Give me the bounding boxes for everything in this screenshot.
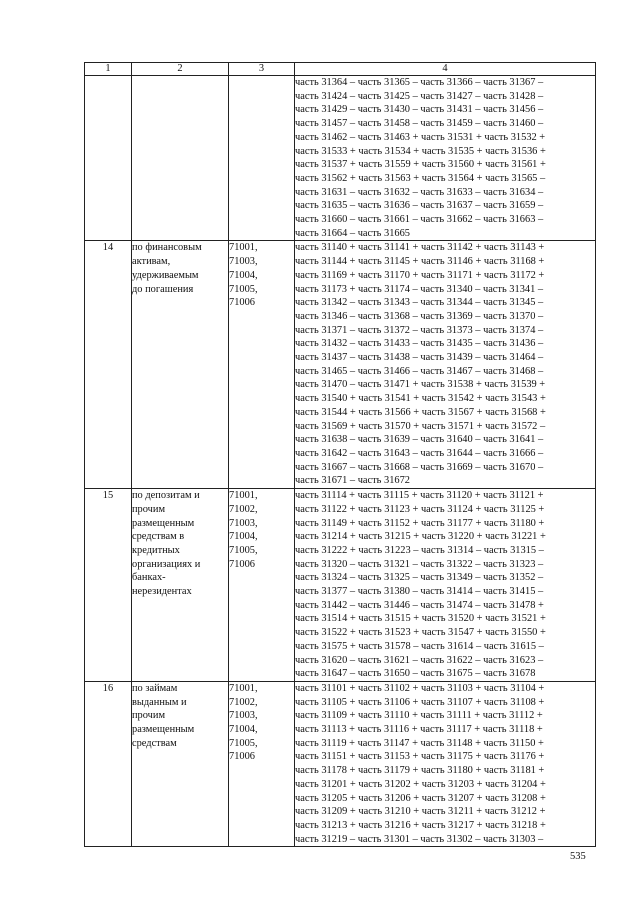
- calculation-formula-line: часть 31151 + часть 31153 + часть 31175 + часть 31176 +: [295, 751, 545, 763]
- indicator-name: [132, 681, 229, 846]
- calculation-formula-line: часть 31514 + часть 31515 + часть 31520 + часть 31521 +: [295, 613, 546, 625]
- calculation-formula-line: часть 31631 – часть 31632 – часть 31633 – часть 31634 –: [295, 186, 544, 198]
- table-row: [85, 681, 596, 846]
- symbol-codes-line: 71004,: [229, 724, 258, 736]
- row-number: 15: [85, 489, 132, 682]
- table-row: [85, 241, 596, 489]
- calculation-formula-line: часть 31664 – часть 31665: [295, 227, 410, 239]
- calculation-formula-line: часть 31470 – часть 31471 + часть 31538 + часть 31539 +: [295, 379, 546, 391]
- calculation-formula-line: часть 31671 – часть 31672: [295, 475, 410, 487]
- calculation-formula: [295, 489, 596, 682]
- symbol-codes-line: 71005,: [229, 283, 258, 295]
- symbol-codes: [229, 76, 295, 241]
- calculation-formula-line: часть 31222 + часть 31223 – часть 31314 – часть 31315 –: [295, 544, 544, 556]
- calculation-formula-line: часть 31620 – часть 31621 – часть 31622 – часть 31623 –: [295, 654, 544, 666]
- symbol-codes: [229, 489, 295, 682]
- indicator-name-line: выданным и: [132, 696, 187, 708]
- calculation-formula: [295, 241, 596, 489]
- calculation-formula-line: часть 31342 – часть 31343 – часть 31344 – часть 31345 –: [295, 297, 544, 309]
- indicator-name-line: организациях и: [132, 558, 201, 570]
- calculation-formula-line: часть 31209 + часть 31210 + часть 31211 + часть 31212 +: [295, 806, 546, 818]
- calculation-formula-line: часть 31533 + часть 31534 + часть 31535 + часть 31536 +: [295, 145, 546, 157]
- symbol-codes-line: 71005,: [229, 737, 258, 749]
- symbol-codes-line: 71004,: [229, 531, 258, 543]
- table-body: [85, 76, 596, 847]
- symbol-codes-line: 71005,: [229, 544, 258, 556]
- indicator-name-line: по депозитам и: [132, 490, 200, 502]
- calculation-formula-line: часть 31562 + часть 31563 + часть 31564 + часть 31565 –: [295, 172, 546, 184]
- indicator-name-line: прочим: [132, 710, 166, 722]
- row-number: 16: [85, 681, 132, 846]
- calculation-formula-line: часть 31122 + часть 31123 + часть 31124 + часть 31125 +: [295, 503, 545, 515]
- calculation-formula-line: часть 31442 – часть 31446 – часть 31474 – часть 31478 +: [295, 599, 544, 611]
- row-number: 14: [85, 241, 132, 489]
- calculation-formula-line: часть 31544 + часть 31566 + часть 31567 + часть 31568 +: [295, 406, 546, 418]
- calculation-formula-line: часть 31377 – часть 31380 – часть 31414 – часть 31415 –: [295, 586, 544, 598]
- calculation-formula-line: часть 31647 – часть 31650 – часть 31675 – часть 31678: [295, 668, 536, 680]
- calculation-formula-line: часть 31465 – часть 31466 – часть 31467 – часть 31468 –: [295, 365, 544, 377]
- calculation-formula-line: часть 31667 – часть 31668 – часть 31669 – часть 31670 –: [295, 461, 544, 473]
- table-row: [85, 489, 596, 682]
- indicator-name: [132, 241, 229, 489]
- calculation-formula-line: часть 31429 – часть 31430 – часть 31431 – часть 31456 –: [295, 104, 544, 116]
- indicator-name-line: по займам: [132, 682, 178, 694]
- calculation-formula-line: часть 31214 + часть 31215 + часть 31220 + часть 31221 +: [295, 531, 546, 543]
- row-number: [85, 76, 132, 241]
- calculation-formula-line: часть 31219 – часть 31301 – часть 31302 – часть 31303 –: [295, 833, 544, 845]
- symbol-codes-line: 71001,: [229, 490, 258, 502]
- calculation-formula-line: часть 31569 + часть 31570 + часть 31571 + часть 31572 –: [295, 420, 546, 432]
- calculation-formula-line: часть 31638 – часть 31639 – часть 31640 – часть 31641 –: [295, 434, 544, 446]
- indicator-name-line: активам,: [132, 256, 171, 268]
- indicator-name-line: по финансовым: [132, 242, 202, 254]
- symbol-codes: [229, 681, 295, 846]
- header-col-1: 1: [85, 63, 132, 76]
- symbol-codes: [229, 241, 295, 489]
- calculation-formula-line: часть 31109 + часть 31110 + часть 31111 + часть 31112 +: [295, 710, 543, 722]
- calculation-formula: [295, 76, 596, 241]
- indicator-name: [132, 76, 229, 241]
- calculation-formula-line: часть 31169 + часть 31170 + часть 31171 + часть 31172 +: [295, 269, 545, 281]
- calculation-formula-line: часть 31119 + часть 31147 + часть 31148 + часть 31150 +: [295, 737, 544, 749]
- calculation-formula-line: часть 31432 – часть 31433 – часть 31435 – часть 31436 –: [295, 338, 544, 350]
- calculation-formula-line: часть 31105 + часть 31106 + часть 31107 + часть 31108 +: [295, 696, 545, 708]
- calculation-formula-line: часть 31178 + часть 31179 + часть 31180 + часть 31181 +: [295, 765, 545, 777]
- indicator-name-line: прочим: [132, 503, 166, 515]
- calculation-formula: [295, 681, 596, 846]
- symbol-codes-line: 71003,: [229, 710, 258, 722]
- calculation-formula-line: часть 31346 – часть 31368 – часть 31369 – часть 31370 –: [295, 310, 544, 322]
- calculation-formula-line: часть 31462 – часть 31463 + часть 31531 + часть 31532 +: [295, 131, 546, 143]
- header-col-2: 2: [132, 63, 229, 76]
- symbol-codes-line: 71002,: [229, 503, 258, 515]
- indicator-name-line: удерживаемым: [132, 269, 199, 281]
- calculation-formula-line: часть 31522 + часть 31523 + часть 31547 + часть 31550 +: [295, 627, 546, 639]
- header-col-4: 4: [295, 63, 596, 76]
- page-number: 535: [570, 851, 586, 862]
- indicator-name-line: размещенным: [132, 517, 195, 529]
- calculation-formula-line: часть 31144 + часть 31145 + часть 31146 + часть 31168 +: [295, 256, 545, 268]
- symbol-codes-line: 71001,: [229, 242, 258, 254]
- calculation-formula-line: часть 31371 – часть 31372 – часть 31373 – часть 31374 –: [295, 324, 544, 336]
- calculation-formula-line: часть 31575 + часть 31578 – часть 31614 – часть 31615 –: [295, 640, 544, 652]
- calculation-formula-line: часть 31364 – часть 31365 – часть 31366 – часть 31367 –: [295, 77, 544, 88]
- calculation-formula-line: часть 31213 + часть 31216 + часть 31217 + часть 31218 +: [295, 819, 546, 831]
- symbol-codes-line: 71006: [229, 558, 255, 570]
- symbol-codes-line: 71006: [229, 297, 255, 309]
- indicator-name-line: средствам в: [132, 531, 185, 543]
- calculation-formula-line: часть 31424 – часть 31425 – часть 31427 – часть 31428 –: [295, 90, 544, 102]
- indicator-name-line: до погашения: [132, 283, 194, 295]
- calculation-formula-line: часть 31113 + часть 31116 + часть 31117 + часть 31118 +: [295, 724, 543, 736]
- table-row: [85, 76, 596, 241]
- calculation-formula-line: часть 31642 – часть 31643 – часть 31644 – часть 31666 –: [295, 447, 544, 459]
- calculation-formula-line: часть 31101 + часть 31102 + часть 31103 + часть 31104 +: [295, 682, 545, 694]
- calculation-formula-line: часть 31660 – часть 31661 – часть 31662 – часть 31663 –: [295, 214, 544, 226]
- symbol-codes-line: 71003,: [229, 517, 258, 529]
- calculation-formula-line: часть 31149 + часть 31152 + часть 31177 + часть 31180 +: [295, 517, 545, 529]
- document-table: [84, 62, 596, 847]
- indicator-name-line: банках-: [132, 572, 166, 584]
- symbol-codes-line: 71006: [229, 751, 255, 763]
- symbol-codes-line: 71004,: [229, 269, 258, 281]
- calculation-formula-line: часть 31324 – часть 31325 – часть 31349 – часть 31352 –: [295, 572, 544, 584]
- indicator-name-line: средствам: [132, 737, 177, 749]
- calculation-formula-line: часть 31201 + часть 31202 + часть 31203 + часть 31204 +: [295, 778, 546, 790]
- indicator-name: [132, 489, 229, 682]
- calculation-formula-line: часть 31140 + часть 31141 + часть 31142 + часть 31143 +: [295, 242, 545, 254]
- indicator-name-line: нерезидентах: [132, 586, 192, 598]
- calculation-formula-line: часть 31537 + часть 31559 + часть 31560 + часть 31561 +: [295, 159, 546, 171]
- header-col-3: 3: [229, 63, 295, 76]
- calculation-formula-line: часть 31173 + часть 31174 – часть 31340 – часть 31341 –: [295, 283, 544, 295]
- calculation-formula-line: часть 31540 + часть 31541 + часть 31542 + часть 31543 +: [295, 393, 546, 405]
- table-header: [85, 63, 596, 76]
- symbol-codes-line: 71002,: [229, 696, 258, 708]
- calculation-formula-line: часть 31457 – часть 31458 – часть 31459 – часть 31460 –: [295, 118, 544, 130]
- calculation-formula-line: часть 31205 + часть 31206 + часть 31207 + часть 31208 +: [295, 792, 546, 804]
- indicator-name-line: кредитных: [132, 544, 180, 556]
- calculation-formula-line: часть 31114 + часть 31115 + часть 31120 + часть 31121 +: [295, 490, 544, 502]
- symbol-codes-line: 71001,: [229, 682, 258, 694]
- calculation-formula-line: часть 31320 – часть 31321 – часть 31322 – часть 31323 –: [295, 558, 544, 570]
- symbol-codes-line: 71003,: [229, 256, 258, 268]
- calculation-formula-line: часть 31635 – часть 31636 – часть 31637 – часть 31659 –: [295, 200, 544, 212]
- calculation-formula-line: часть 31437 – часть 31438 – часть 31439 – часть 31464 –: [295, 352, 544, 364]
- indicator-name-line: размещенным: [132, 724, 195, 736]
